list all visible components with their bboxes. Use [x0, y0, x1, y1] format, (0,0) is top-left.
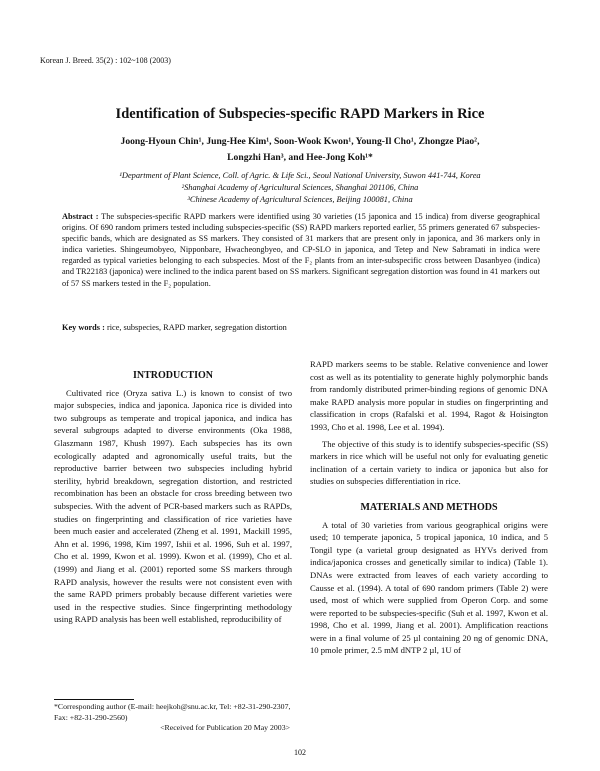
corresponding-author-note: *Corresponding author (E-mail: heejkoh@snu.ac.kr, Tel: +82-31-290-2307, Fax: +82-31-290-2560) [54, 702, 291, 722]
footnote [54, 702, 292, 734]
author-line-1: Joong-Hyoun Chin¹, Jung-Hee Kim¹, Soon-Wook Kwon¹, Young-Il Cho¹, Zhongze Piao², [120, 136, 480, 147]
journal-citation: Korean J. Breed. 35(2) : 102~108 (2003) [40, 56, 171, 65]
author-list [60, 134, 540, 166]
affiliation-3: ³Chinese Academy of Agricultural Sciences, Beijing 100081, China [187, 195, 413, 205]
footnote-divider [54, 699, 134, 700]
introduction-heading: INTRODUCTION [132, 370, 213, 381]
introduction-paragraph: Cultivated rice (Oryza sativa L.) is known to consist of two major subspecies, indica and japonica. Japonica rice is divided into two subgroups as temperate and tropical japonica, and indica has several subgroups adapted to diverse environments (Oka 1988, Glaszmann 1987, Khush 1997). Each subspecies has its own ecologically adapted and agronomically useful traits, but the reproductive barrier between two subspecies including hybrid sterility, hybrid breakdown, segregation distortion, and restricted recombination has been an obstacle for cross breeding between two subspecies. With the advent of PCR-based markers such as RAPDs, studies on fingerprinting and classification of rice varieties have been much easier and accelerated (Zheng et al. 1991, Mackill 1995, Ahn et al. 1996, 1998, Kim 1997, Ishii et al. 1996, Suh et al. 1997, Cho et al. 1999, Kwon et al. 1999). Kwon et al. (1999), Cho et al. (1999) and Jiang et al. (2001) reported some SS markers through RAPD analysis, however the results were not consistent even with the same RAPD primers probably because different varieties were used in the respective studies. Since fingerprinting methodology using RAPD analysis has been well established, reproducibility of [54, 387, 292, 625]
keywords [62, 323, 540, 332]
abstract-label: Abstract : [62, 212, 99, 221]
author-line-2: Longzhi Han³, and Hee-Jong Koh¹* [227, 152, 373, 163]
paper-title: Identification of Subspecies-specific RAPD Markers in Rice [115, 106, 485, 122]
right-column [310, 358, 548, 661]
objective-paragraph: The objective of this study is to identify subspecies-specific (SS) markers in rice which will be useful not only for evaluating genetic inclination of a certain variety to indica or japonica but also for studies on subspecies differentiation in rice. [310, 438, 548, 487]
affiliation-2: ²Shanghai Academy of Agricultural Sciences, Shanghai 201106, China [181, 183, 419, 193]
received-date-note: <Received for Publication 20 May 2003> [160, 723, 290, 733]
methods-heading: MATERIALS AND METHODS [360, 501, 498, 513]
affiliations [60, 170, 540, 207]
affiliation-1: ¹Department of Plant Science, Coll. of Agric. & Life Sci., Seoul National University, Suwon 441-744, Korea [119, 171, 481, 180]
methods-paragraph: A total of 30 varieties from various geographical origins were used; 10 temperate japonica, 5 tropical japonica, 10 indica, and 5 Tongil type (a varietal group designated as HYVs derived from indica/japonica crosses and genetically similar to indica) (Table 1). DNAs were extracted from leaves of each variety according to Causse et al. (1994). A total of 690 random primers (Table 2) were used, most of which were supplied from Operon Corp. and some were reported to be subspecies-specific (Suh et al. 1997, Kwon et al. 1998, Cho et al. 1999, Jiang et al. 2001). Amplification reactions were in a final volume of 25 µl containing 20 ng of genomic DNA, 10 pmole primer, 2.5 mM dNTP 2 µl, 1U of [310, 519, 548, 656]
abstract-text: The subspecies-specific RAPD markers were identified using 30 varieties (15 japonica and 15 indica) from diverse geographical origins. Of 690 random primers tested including subspecies-specific (SS) RAPD markers reported earlier, 55 primers generated 67 subspecies-specific bands, which are designated as SS markers. They consisted of 31 markers that are present only in japonica, and 36 markers only in indica varieties. Shingeumobyeo, Nipponbare, Hwacheongbyeo, and CP-SLO in japonica, and Tetep and New Sabramati in indica were regarded as typical varieties belonging to each subspecies. Most of the F₂ plants from an inter-subspecific cross between Dasanbyeo (indica) and TR22183 (japonica) were inclined to the indica parent based on SS markers. Significant segregation distortion was found in 41 markers out of 57 SS markers tested in the F₂ population. [62, 212, 540, 288]
left-column [54, 370, 292, 630]
keywords-label: Key words : [62, 323, 105, 332]
abstract [62, 211, 540, 289]
intro-continuation-paragraph: RAPD markers seems to be stable. Relative convenience and lower cost as well as its potentiality to generate highly polymorphic bands from randomly distributed primer-binding regions of genomic DNA make RAPD analysis more popular in studies on fingerprinting and classification in crops (Rafalski et al. 1994, Ragot & Hoisington 1993, Cho et al. 1998, Lee et al. 1994). [310, 359, 548, 432]
page-number: 102 [294, 748, 306, 757]
keywords-text: rice, subspecies, RAPD marker, segregation distortion [106, 323, 287, 332]
